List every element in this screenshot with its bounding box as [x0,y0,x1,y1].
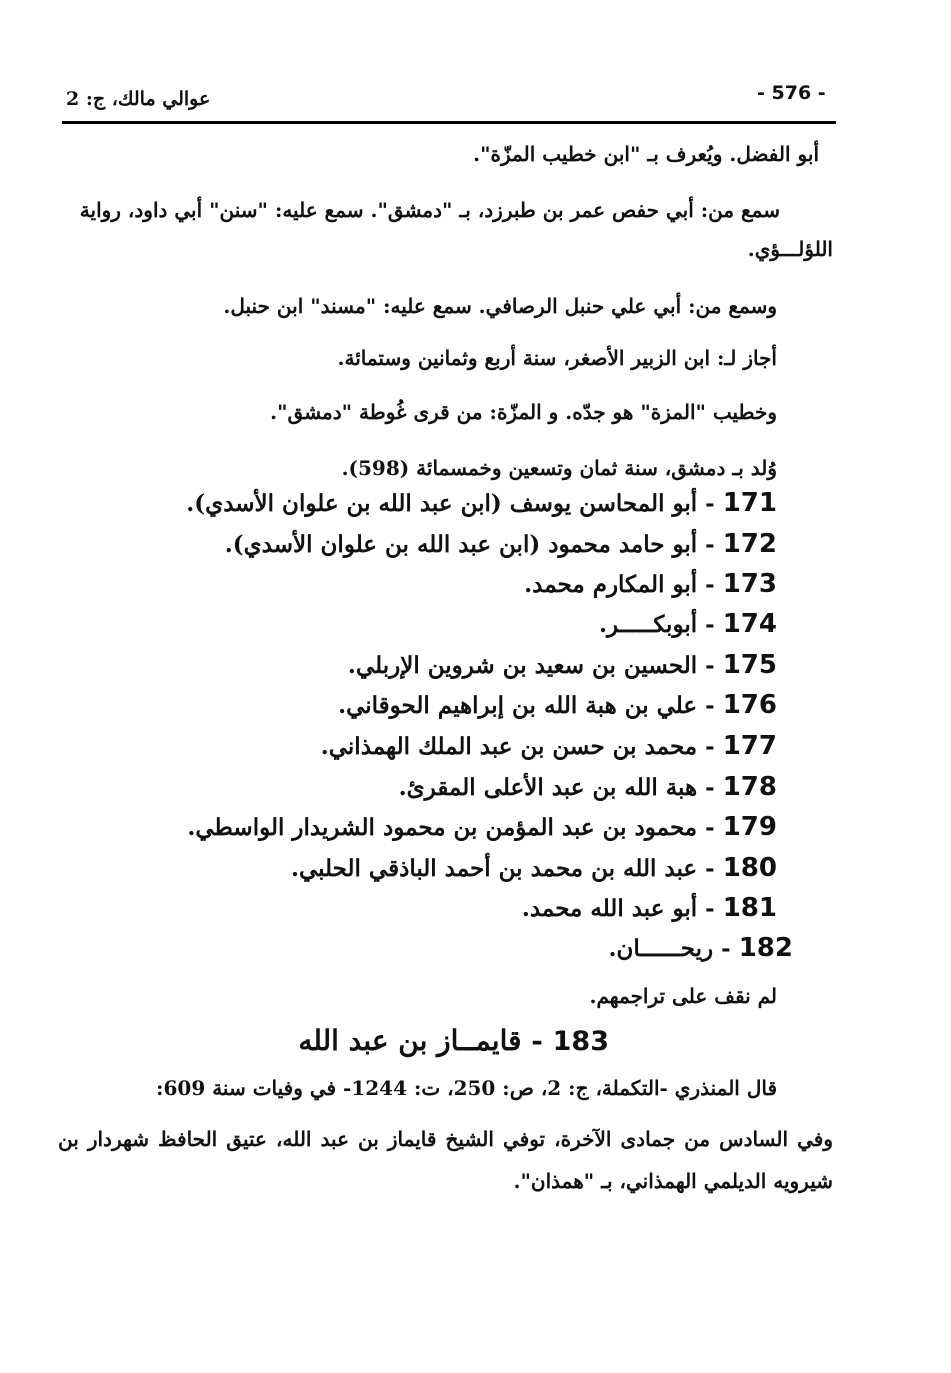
final-paragraph: وفي السادس من جمادى الآخرة، توفي الشيخ قايماز بن عبد الله، عتيق الحافظ شهردار بن شيرويه الديلمي الهمذاني، بـ "همذان". [58,1127,833,1193]
entry-number: 179 [722,812,777,842]
list-item: 181 - أبو عبد الله محمد. [521,893,777,923]
entry-number: 171 [722,488,777,518]
list-item: 175 - الحسين بن سعيد بن شروين الإربلي. [347,650,777,680]
entry-name: محمد بن حسن بن عبد الملك الهمذاني. [320,733,698,760]
section-heading: 183 - قايمــاز بن عبد الله [298,1024,609,1057]
running-header-title: عوالي مالك، ج: 2 [66,88,211,110]
entry-name: أبو حامد محمود (ابن عبد الله بن علوان الأسدي). [224,531,698,558]
entry-number: 172 [722,529,777,559]
paragraph-1: أبو الفضل. ويُعرف بـ "ابن خطيب المزّة". [473,142,819,166]
entry-name: أبو المكارم محمد. [524,571,698,598]
note: لم نقف على تراجمهم. [589,984,777,1008]
entry-number: 176 [722,690,777,720]
list-item: 173 - أبو المكارم محمد. [524,569,777,599]
entry-number: 175 [722,650,777,680]
paragraph-3: وسمع من: أبي علي حنبل الرصافي. سمع عليه: "مسند" ابن حنبل. [223,294,777,318]
entry-name: الحسين بن سعيد بن شروين الإربلي. [347,652,698,679]
header-divider [62,121,836,124]
paragraph-4: أجاز لـ: ابن الزبير الأصغر، سنة أربع وثمانين وستمائة. [337,346,777,370]
list-item: 182 - ريحــــــان. [608,933,793,963]
entry-name: علي بن هبة الله بن إبراهيم الحوقاني. [338,692,698,719]
list-item: 177 - محمد بن حسن بن عبد الملك الهمذاني. [320,731,777,761]
list-item: 174 - أبوبكـــــر. [598,609,777,639]
list-item: 178 - هبة الله بن عبد الأعلى المقرئ. [398,772,777,802]
paragraph-6: وُلد بـ دمشق، سنة ثمان وتسعين وخمسمائة (598). [341,456,777,480]
paragraph-2-line-2: اللؤلـــؤي. [747,237,833,261]
entry-number: 174 [722,609,777,639]
entry-name: ريحــــــان. [608,935,714,962]
entry-name: أبو عبد الله محمد. [521,895,698,922]
section-title: قايمــاز بن عبد الله [298,1024,522,1057]
list-item: 176 - علي بن هبة الله بن إبراهيم الحوقاني. [338,690,777,720]
entry-name: عبد الله بن محمد بن أحمد الباذقي الحلبي. [290,855,698,882]
entry-number: 182 [738,933,793,963]
entry-number: 181 [722,893,777,923]
entry-name: أبوبكـــــر. [598,611,698,638]
entry-name: أبو المحاسن يوسف (ابن عبد الله بن علوان الأسدي). [186,490,698,517]
section-number: 183 [552,1026,609,1057]
list-item: 180 - عبد الله بن محمد بن أحمد الباذقي الحلبي. [290,853,777,883]
entry-number: 178 [722,772,777,802]
entry-number: 180 [722,853,777,883]
paragraph-2-line-1: سمع من: أبي حفص عمر بن طبرزد، بـ "دمشق". سمع عليه: "سنن" أبي داود، رواية [79,198,780,222]
paragraph-5: وخطيب "المزة" هو جدّه. و المزّة: من قرى غُوطة "دمشق". [270,400,777,424]
entry-name: محمود بن عبد المؤمن بن محمود الشريدار الواسطي. [187,814,698,841]
entry-number: 173 [722,569,777,599]
entry-number: 177 [722,731,777,761]
list-item: 172 - أبو حامد محمود (ابن عبد الله بن علوان الأسدي). [224,529,777,559]
citation: قال المنذري -التكملة، ج: 2، ص: 250، ت: 1244- في وفيات سنة 609: [156,1076,777,1100]
list-item: 171 - أبو المحاسن يوسف (ابن عبد الله بن علوان الأسدي). [186,488,777,518]
entry-name: هبة الله بن عبد الأعلى المقرئ. [398,774,698,801]
list-item: 179 - محمود بن عبد المؤمن بن محمود الشريدار الواسطي. [187,812,777,842]
page-number: - 576 - [757,82,826,104]
